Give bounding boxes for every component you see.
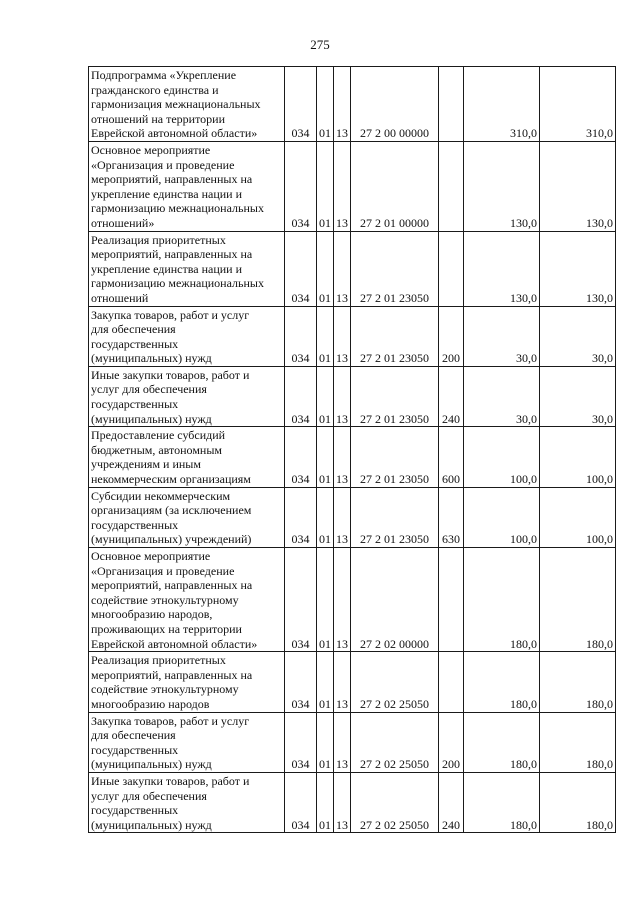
subsection-code-cell: 13	[334, 772, 351, 832]
target-article-cell: 27 2 02 00000	[351, 548, 439, 652]
table-row	[89, 306, 616, 366]
row-name-cell	[89, 487, 285, 547]
amount-1-cell: 100,0	[464, 487, 540, 547]
ministry-code-cell: 034	[285, 141, 317, 231]
row-name-text: Иные закупки товаров, работ и услуг для обеспечения государственных (муниципальных) нужд	[91, 367, 250, 426]
subsection-code-cell: 13	[334, 652, 351, 712]
expense-type-cell: 600	[439, 427, 464, 487]
section-code-cell: 01	[317, 427, 334, 487]
amount-1-cell: 180,0	[464, 712, 540, 772]
table-row	[89, 712, 616, 772]
ministry-code-cell: 034	[285, 652, 317, 712]
expense-type-cell	[439, 652, 464, 712]
amount-2-cell: 180,0	[540, 652, 616, 712]
amount-1-cell: 180,0	[464, 652, 540, 712]
row-name-text: Закупка товаров, работ и услуг для обеспечения государственных (муниципальных) нужд	[91, 713, 250, 772]
row-name-cell	[89, 366, 285, 426]
target-article-cell: 27 2 01 23050	[351, 427, 439, 487]
expense-type-cell: 630	[439, 487, 464, 547]
row-name-text: Субсидии некоммерческим организациям (за исключением государственных (муниципальных) учреждений)	[91, 488, 252, 547]
expense-type-cell	[439, 67, 464, 142]
subsection-code-cell: 13	[334, 141, 351, 231]
table-row	[89, 652, 616, 712]
target-article-cell: 27 2 01 23050	[351, 231, 439, 306]
amount-2-cell: 30,0	[540, 306, 616, 366]
target-article-cell: 27 2 01 23050	[351, 487, 439, 547]
amount-2-cell: 130,0	[540, 141, 616, 231]
table-body	[89, 67, 616, 833]
row-name-text: Реализация приоритетных мероприятий, направленных на содействие этнокультурному многообразию народов	[91, 653, 253, 711]
section-code-cell: 01	[317, 652, 334, 712]
row-name-cell	[89, 67, 285, 142]
amount-2-cell: 180,0	[540, 772, 616, 832]
table-row	[89, 231, 616, 306]
target-article-cell: 27 2 02 25050	[351, 712, 439, 772]
row-name-cell	[89, 712, 285, 772]
subsection-code-cell: 13	[334, 67, 351, 142]
amount-1-cell: 130,0	[464, 141, 540, 231]
row-name-cell	[89, 548, 285, 652]
row-name-cell	[89, 141, 285, 231]
row-name-cell	[89, 772, 285, 832]
table-row	[89, 772, 616, 832]
amount-1-cell: 100,0	[464, 427, 540, 487]
amount-1-cell: 130,0	[464, 231, 540, 306]
table-row	[89, 141, 616, 231]
target-article-cell: 27 2 01 00000	[351, 141, 439, 231]
row-name-text: Закупка товаров, работ и услуг для обеспечения государственных (муниципальных) нужд	[91, 307, 250, 366]
section-code-cell: 01	[317, 67, 334, 142]
amount-1-cell: 180,0	[464, 772, 540, 832]
amount-1-cell: 30,0	[464, 366, 540, 426]
section-code-cell: 01	[317, 487, 334, 547]
amount-2-cell: 180,0	[540, 548, 616, 652]
expense-type-cell: 200	[439, 712, 464, 772]
section-code-cell: 01	[317, 712, 334, 772]
budget-table	[88, 66, 616, 833]
ministry-code-cell: 034	[285, 366, 317, 426]
ministry-code-cell: 034	[285, 548, 317, 652]
row-name-text: Подпрограмма «Укрепление гражданского единства и гармонизация межнациональных отношений на территории Еврейской автономной области»	[91, 68, 261, 141]
ministry-code-cell: 034	[285, 712, 317, 772]
section-code-cell: 01	[317, 366, 334, 426]
subsection-code-cell: 13	[334, 427, 351, 487]
page-number: 275	[310, 37, 330, 52]
expense-type-cell: 240	[439, 772, 464, 832]
amount-2-cell: 180,0	[540, 712, 616, 772]
row-name-text: Иные закупки товаров, работ и услуг для обеспечения государственных (муниципальных) нужд	[91, 773, 250, 832]
ministry-code-cell: 034	[285, 231, 317, 306]
expense-type-cell: 240	[439, 366, 464, 426]
expense-type-cell: 200	[439, 306, 464, 366]
row-name-cell	[89, 306, 285, 366]
subsection-code-cell: 13	[334, 487, 351, 547]
target-article-cell: 27 2 01 23050	[351, 306, 439, 366]
expense-type-cell	[439, 141, 464, 231]
subsection-code-cell: 13	[334, 712, 351, 772]
subsection-code-cell: 13	[334, 366, 351, 426]
section-code-cell: 01	[317, 306, 334, 366]
target-article-cell: 27 2 00 00000	[351, 67, 439, 142]
row-name-cell	[89, 427, 285, 487]
amount-2-cell: 130,0	[540, 231, 616, 306]
amount-2-cell: 30,0	[540, 366, 616, 426]
table-row	[89, 487, 616, 547]
section-code-cell: 01	[317, 141, 334, 231]
amount-1-cell: 30,0	[464, 306, 540, 366]
expense-type-cell	[439, 231, 464, 306]
target-article-cell: 27 2 02 25050	[351, 652, 439, 712]
ministry-code-cell: 034	[285, 487, 317, 547]
ministry-code-cell: 034	[285, 306, 317, 366]
section-code-cell: 01	[317, 548, 334, 652]
section-code-cell: 01	[317, 231, 334, 306]
subsection-code-cell: 13	[334, 231, 351, 306]
row-name-text: Предоставление субсидий бюджетным, автономным учреждениям и иным некоммерческим организациям	[91, 428, 251, 487]
row-name-text: Основное мероприятие «Организация и проведение мероприятий, направленных на содействие этнокультурному многообразию народов, проживающих на территории Еврейской автономной области»	[91, 549, 258, 651]
amount-1-cell: 310,0	[464, 67, 540, 142]
expense-type-cell	[439, 548, 464, 652]
subsection-code-cell: 13	[334, 548, 351, 652]
section-code-cell: 01	[317, 772, 334, 832]
table-row	[89, 366, 616, 426]
amount-2-cell: 100,0	[540, 427, 616, 487]
row-name-cell	[89, 652, 285, 712]
amount-2-cell: 100,0	[540, 487, 616, 547]
target-article-cell: 27 2 02 25050	[351, 772, 439, 832]
ministry-code-cell: 034	[285, 67, 317, 142]
target-article-cell: 27 2 01 23050	[351, 366, 439, 426]
row-name-text: Реализация приоритетных мероприятий, направленных на укрепление единства нации и гармонизацию межнациональных отношений	[91, 232, 264, 305]
amount-2-cell: 310,0	[540, 67, 616, 142]
table-row	[89, 548, 616, 652]
ministry-code-cell: 034	[285, 772, 317, 832]
table-row	[89, 427, 616, 487]
row-name-text: Основное мероприятие «Организация и проведение мероприятий, направленных на укрепление единства нации и гармонизацию межнациональных отношений»	[91, 142, 264, 230]
amount-1-cell: 180,0	[464, 548, 540, 652]
row-name-cell	[89, 231, 285, 306]
subsection-code-cell: 13	[334, 306, 351, 366]
ministry-code-cell: 034	[285, 427, 317, 487]
table-row	[89, 67, 616, 142]
